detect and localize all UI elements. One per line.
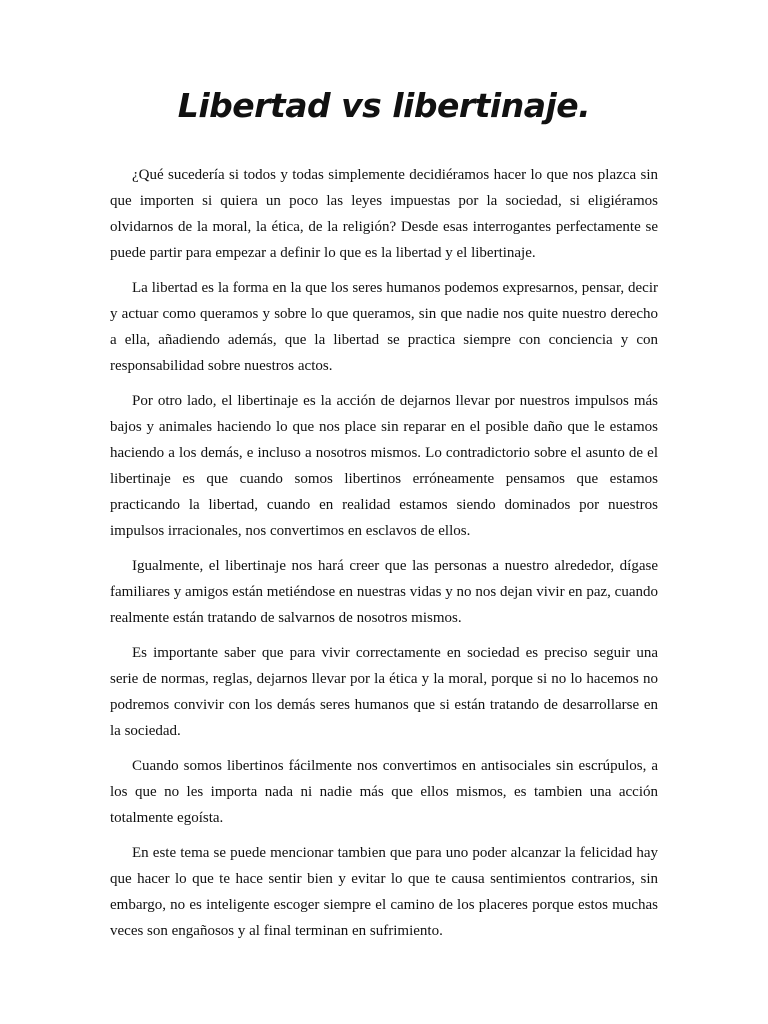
paragraph-3: Por otro lado, el libertinaje es la acción de dejarnos llevar por nuestros impulsos más bajos y animales haciendo lo que nos place sin reparar en el posible daño que le estamos haciendo a los demás, e incluso a nosotros mismos. Lo contradictorio sobre el asunto de el libertinaje es que cuando somos libertinos erróneamente pensamos que estamos practicando la libertad, cuando en realidad estamos siendo dominados por nuestros impulsos irracionales, nos convertimos en esclavos de ellos. <box>110 393 658 539</box>
paragraph-7: En este tema se puede mencionar tambien que para uno poder alcanzar la felicidad hay que hacer lo que te hace sentir bien y evitar lo que te causa sentimientos contrarios, sin embargo, no es inteligente escoger siempre el camino de los placeres porque estos muchas veces son engañosos y al final terminan en sufrimiento. <box>110 845 658 939</box>
document-title: Libertad vs libertinaje. <box>177 86 591 125</box>
paragraph-2: La libertad es la forma en la que los seres humanos podemos expresarnos, pensar, decir y actuar como queramos y sobre lo que queramos, sin que nadie nos quite nuestro derecho a ella, añadiendo además, que la libertad se practica siempre con conciencia y con responsabilidad sobre nuestros actos. <box>110 280 658 374</box>
document-body <box>110 162 658 953</box>
paragraph-5: Es importante saber que para vivir correctamente en sociedad es preciso seguir una serie de normas, reglas, dejarnos llevar por la ética y la moral, porque si no lo hacemos no podremos convivir con los demás seres humanos que si están tratando de desarrollarse en la sociedad. <box>110 645 658 739</box>
paragraph-6: Cuando somos libertinos fácilmente nos convertimos en antisociales sin escrúpulos, a los que no les importa nada ni nadie más que ellos mismos, es tambien una acción totalmente egoísta. <box>110 758 658 826</box>
paragraph-4: Igualmente, el libertinaje nos hará creer que las personas a nuestro alrededor, dígase familiares y amigos están metiéndose en nuestras vidas y no nos dejan vivir en paz, cuando realmente están tratando de salvarnos de nosotros mismos. <box>110 558 658 626</box>
paragraph-1: ¿Qué sucedería si todos y todas simplemente decidiéramos hacer lo que nos plazca sin que importen si quiera un poco las leyes impuestas por la sociedad, si eligiéramos olvidarnos de la moral, la ética, de la religión? Desde esas interrogantes perfectamente se puede partir para empezar a definir lo que es la libertad y el libertinaje. <box>110 167 658 261</box>
